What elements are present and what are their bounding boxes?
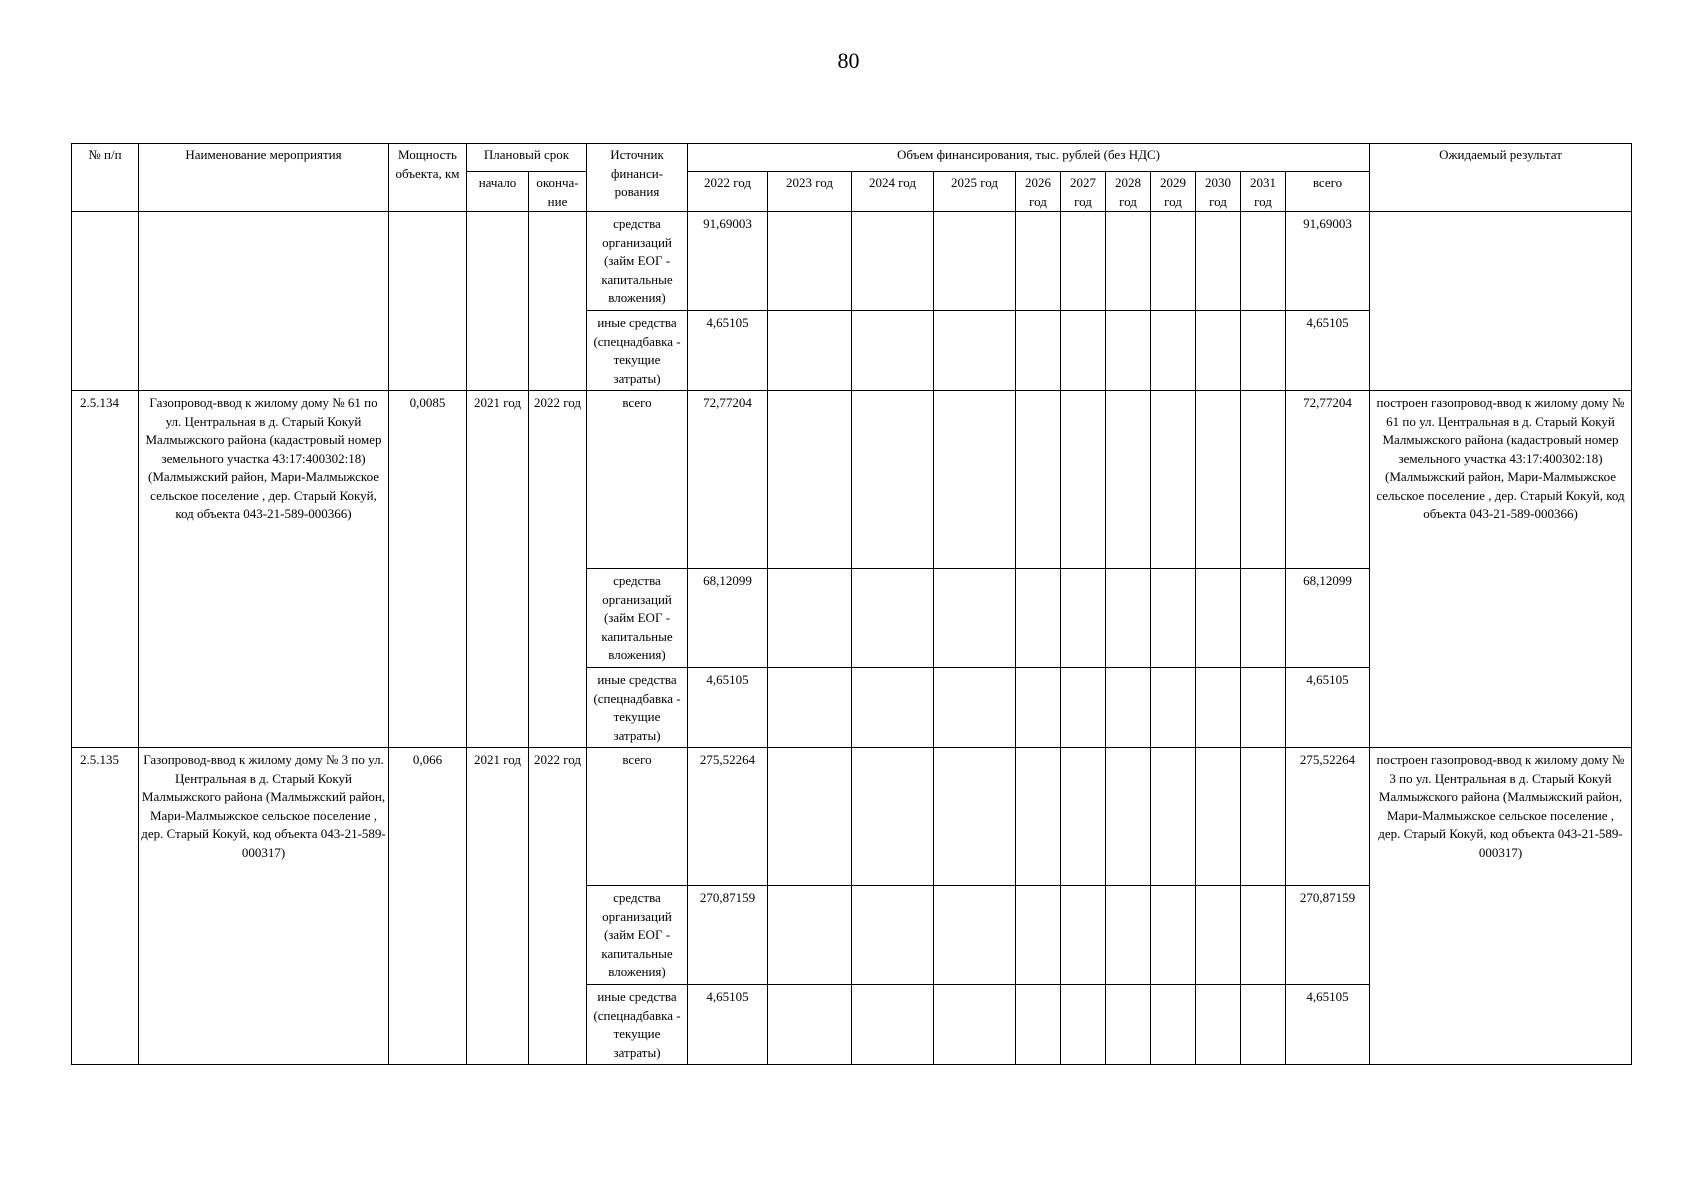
table-row [72,391,1632,569]
source-cell: иные средства (спецнадбавка - текущие затраты) [587,668,688,748]
header-volume: Объем финансирования, тыс. рублей (без НДС) [688,144,1370,172]
table-row [72,748,1632,886]
value-2022: 4,65105 [688,985,768,1065]
header-name: Наименование мероприятия [139,144,389,212]
value-2022: 4,65105 [688,311,768,391]
financing-table [71,143,1632,1065]
value-total: 270,87159 [1286,886,1370,985]
item-result: построен газопровод-ввод к жилому дому № 61 по ул. Центральная в д. Старый Кокуй Малмыжского района (кадастровый номер земельного участка 43:17:400302:18) (Малмыжский район, Мари-Малмыжское сельское поселение , дер. Старый Кокуй, код объекта 043-21-589-000366) [1370,391,1632,748]
value-2022: 91,69003 [688,212,768,311]
header-end: оконча-ние [529,172,587,212]
value-total: 72,77204 [1286,391,1370,569]
cont-capacity-cell [389,212,467,391]
item-start: 2021 год [467,748,529,1065]
value-2022: 72,77204 [688,391,768,569]
value-total: 4,65105 [1286,311,1370,391]
source-cell: средства организаций (займ ЕОГ - капитальные вложения) [587,569,688,668]
cont-name-cell [139,212,389,391]
source-cell: иные средства (спецнадбавка - текущие затраты) [587,985,688,1065]
item-result: построен газопровод-ввод к жилому дому № 3 по ул. Центральная в д. Старый Кокуй Малмыжского района (Малмыжский район, Мари-Малмыжское сельское поселение , дер. Старый Кокуй, код объекта 043-21-589-000317) [1370,748,1632,1065]
item-capacity: 0,0085 [389,391,467,748]
value-total: 68,12099 [1286,569,1370,668]
header-year-2027: 2027 год [1061,172,1106,212]
header-capacity: Мощность объекта, км [389,144,467,212]
header-year-2025: 2025 год [934,172,1016,212]
header-result: Ожидаемый результат [1370,144,1632,212]
value-2022: 4,65105 [688,668,768,748]
header-year-2031: 2031 год [1241,172,1286,212]
source-cell: иные средства (спецнадбавка - текущие затраты) [587,311,688,391]
header-year-2028: 2028 год [1106,172,1151,212]
page-number: 80 [837,48,860,73]
header-total: всего [1286,172,1370,212]
source-cell: всего [587,748,688,886]
value-total: 275,52264 [1286,748,1370,886]
item-end: 2022 год [529,391,587,748]
item-end: 2022 год [529,748,587,1065]
header-year-2024: 2024 год [852,172,934,212]
cont-start-cell [467,212,529,391]
item-number: 2.5.134 [72,391,139,748]
header-source: Источник финанси-рования [587,144,688,212]
item-capacity: 0,066 [389,748,467,1065]
value-total: 4,65105 [1286,985,1370,1065]
header-no: № п/п [72,144,139,212]
source-cell: средства организаций (займ ЕОГ - капитальные вложения) [587,212,688,311]
item-name: Газопровод-ввод к жилому дому № 3 по ул. Центральная в д. Старый Кокуй Малмыжского района (Малмыжский район, Мари-Малмыжское сельское поселение , дер. Старый Кокуй, код объекта 043-21-589-000317) [139,748,389,1065]
cont-end-cell [529,212,587,391]
cont-no-cell [72,212,139,391]
header-planned-term: Плановый срок [467,144,587,172]
item-number: 2.5.135 [72,748,139,1065]
cont-result-cell [1370,212,1632,391]
header-start: начало [467,172,529,212]
value-2022: 68,12099 [688,569,768,668]
header-year-2023: 2023 год [768,172,852,212]
source-cell: всего [587,391,688,569]
value-2022: 275,52264 [688,748,768,886]
value-total: 4,65105 [1286,668,1370,748]
table-row [72,212,1632,311]
header-year-2026: 2026 год [1016,172,1061,212]
value-total: 91,69003 [1286,212,1370,311]
item-start: 2021 год [467,391,529,748]
value-2022: 270,87159 [688,886,768,985]
header-year-2029: 2029 год [1151,172,1196,212]
header-year-2030: 2030 год [1196,172,1241,212]
header-year-2022: 2022 год [688,172,768,212]
source-cell: средства организаций (займ ЕОГ - капитальные вложения) [587,886,688,985]
item-name: Газопровод-ввод к жилому дому № 61 по ул. Центральная в д. Старый Кокуй Малмыжского района (кадастровый номер земельного участка 43:17:400302:18) (Малмыжский район, Мари-Малмыжское сельское поселение , дер. Старый Кокуй, код объекта 043-21-589-000366) [139,391,389,748]
